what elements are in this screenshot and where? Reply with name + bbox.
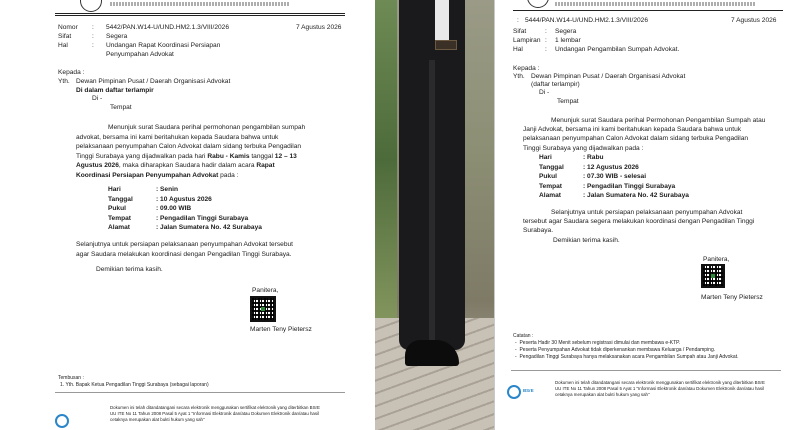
footer-line-3: cetaknya merupakan alat bukti hukum yang sah" [555,392,650,397]
letterhead-contact [555,2,755,6]
sifat-label: Sifat [58,33,72,40]
letterhead-rule [513,10,783,11]
closing: Demikian terima kasih. [96,266,163,273]
paragraph-1-line-2: advokat, bersama ini kami beritahukan kepada Saudara bahwa untuk [76,133,279,141]
paragraph-2-line-1: Selanjutnya untuk persiapan pelaksanaan penyumpahan Advokat [551,209,743,216]
court-emblem-icon [527,0,549,8]
hal-value-line2: Penyumpahan Advokat [106,51,174,58]
detail-row: Tanggal : 12 Agustus 2026 [539,163,639,171]
recipient-sub: Di dalam daftar terlampir [76,87,154,94]
tembusan-item: 1. Yth. Bapak Ketua Pengadilan Tinggi Surabaya (sebagai laporan) [60,382,209,388]
tempat-label: Tempat [110,104,132,111]
signer-name: Marten Teny Pietersz [701,294,763,301]
paragraph-1-line-4: Tinggi Surabaya yang dijadwalkan pada : [523,144,644,152]
note-item: - Pengadilan Tinggi Surabaya hanya melaksanakan acara Pengambilan Sumpah atau Janji Advokat. [515,353,739,360]
paragraph-1-line-1: Menunjuk surat Saudara perihal Permohonan Pengambilan Sumpah atau [551,117,766,124]
detail-row: Tempat : Pengadilan Tinggi Surabaya [539,182,676,190]
footer-line-1: Dokumen ini telah ditandatangani secara elektronik menggunakan sertifikat elektronik yang diterbitkan BSrE [555,380,765,385]
letter-date: 7 Agustus 2026 [296,24,342,31]
footer-rule [55,392,345,393]
tempat-label: Tempat [557,98,579,105]
paragraph-2-line-2: tersebut agar Saudara segera melakukan koordinasi dengan Pengadilan Tinggi [523,218,755,226]
letter-undangan-rapat: Nomor : 5442/PAN.W14-U/UND.HM2.1.3/VIII/2026 7 Agustus 2026 Sifat : Segera Hal : Undangan Rapat Koordinasi Persiapan Penyumpahan Advokat Kepada : Yth. Dewan Pimpinan Pusat / Daerah Organisasi Advokat Di dalam daftar terlampir Di - Tempat Menunjuk surat Saudara perihal permohonan pengambilan sumpah advokat, bersama ini kami beritahukan kepada Saudara bahwa untuk pelaksanaan penyumpahan Calon Advokat dalam sidang terbuka Pengadilan Tinggi Surabaya yang dijadwalkan pada hari Rabu - Kamis tanggal 12 – 13 Agustus 2026, maka diharapkan Saudara hadir dalam acara Rapat Koordinasi Persiapan Penyumpahan Advokat pada : Hari : Senin Tanggal : 10 Agustus 2026 Pukul : 09.00 WIB Tempat : Pengadilan Tinggi Surabaya Alamat : Jalan Sumatera No. 42 Surabaya Selanjutnya untuk persiapan pelaksanaan penyumpahan Advokat tersebut agar Saudara melakukan koordinasi dengan Pengadilan Tinggi Surabaya. Demikian terima kasih. Panitera, Marten Teny Pietersz Tembusan : 1. Yth. Bapak Ketua Pengadilan Tinggi Surabaya (sebagai laporan) Dokumen ini telah ditandatangani secara elektronik menggunakan sertifikat elektronik yang diterbitkan BSrE UU ITE No 11 Tahun 2008 Pasal 5 Ayat 1 "Informasi Elektronik dan/atau Dokumen Elektronik dan/atau hasil cetaknya merupakan alat bukti hukum yang sah" [0,0,375,430]
nomor-value: 5442/PAN.W14-U/UND.HM2.1.3/VIII/2026 [106,24,230,31]
paragraph-1 [76,123,305,181]
sifat-label: Sifat [513,28,527,35]
recipient-sub: (daftar terlampir) [531,81,580,88]
nomor-label: Nomor [58,24,78,31]
hal-value: Undangan Pengambilan Sumpah Advokat. [555,46,680,53]
signature-qr-code [250,296,276,322]
detail-row: Pukul : 07.30 WIB - selesai [539,173,647,180]
footer-line-3: cetaknya merupakan alat bukti hukum yang sah" [110,417,205,422]
note-item: - Peserta Hadir 30 Menit sebelum registrasi dimulai dan membawa e-KTP. [515,340,681,346]
detail-row: Hari : Senin [108,186,178,193]
detail-row: Tanggal : 10 Agustus 2026 [108,195,212,203]
court-emblem-icon [80,0,102,12]
detail-row: Alamat : Jalan Sumatera No. 42 Surabaya [108,224,262,231]
schedule-details [539,154,689,202]
lampiran-value: 1 lembar [555,37,581,44]
note-item: - Peserta Penyumpahan Advokat tidak diperkenankan membawa Keluarga / Pendamping. [515,346,716,353]
letterhead-rule [55,13,345,14]
footer-rule [511,370,781,371]
plant-wall [375,0,397,320]
bsre-logo-icon [507,385,521,399]
signer-name: Marten Teny Pietersz [250,326,312,333]
recipient: Dewan Pimpinan Pusat / Daerah Organisasi Advokat [531,73,686,80]
paragraph-1-line-2: Janji Advokat, bersama ini kami beritahukan kepada Saudara bahwa untuk [523,126,742,134]
hal-value-line1: Undangan Rapat Koordinasi Persiapan [106,42,221,49]
footer-line-2: UU ITE No 11 Tahun 2008 Pasal 5 Ayat 1 "Informasi Elektronik dan/atau Dokumen Elektronik dan/atau hasil [555,386,765,391]
signature-qr-code [701,264,725,288]
di-label: Di - [92,95,103,102]
belt [435,40,457,50]
yth-label: Yth. [513,73,525,80]
paragraph-1-line-6: Koordinasi Persiapan Penyumpahan Advokat pada : [76,171,239,179]
hal-label: Hal [513,46,523,53]
sifat-value: Segera [555,28,577,35]
paragraph-2-line-3: Surabaya. [523,227,554,235]
bsre-logo-icon [55,414,69,428]
detail-row: Pukul : 09.00 WIB [108,205,192,212]
paragraph-2 [76,240,293,259]
paragraph-1 [523,116,765,153]
notes-list [515,340,739,360]
tembusan-label: Tembusan : [58,375,84,381]
signer-title: Panitera, [252,287,279,294]
paragraph-2-line-2: agar Saudara melakukan koordinasi dengan Pengadilan Tinggi Surabaya. [76,250,292,258]
nomor-value: 5444/PAN.W14-U/UND.HM2.1.3/VIII/2026 [525,17,649,24]
lampiran-label: Lampiran [513,37,541,44]
footer-line-1: Dokumen ini telah ditandatangani secara elektronik menggunakan sertifikat elektronik yang diterbitkan BSrE [110,405,320,410]
bsre-logo-text: BSrE [523,388,534,393]
signer-title: Panitera, [703,256,730,263]
paragraph-1-line-5: Agustus 2026, maka diharapkan Saudara hadir dalam acara Rapat [76,162,275,170]
hal-label: Hal [58,42,68,49]
sifat-value: Segera [106,33,128,40]
shirt [435,0,449,42]
suit-leg-gap [429,60,435,360]
di-label: Di - [539,89,550,96]
paragraph-1-line-3: pelaksanaan penyumpahan Calon Advokat dalam sidang terbuka Pengadilan [523,135,749,143]
schedule-details [108,186,262,234]
paragraph-1-line-3: pelaksanaan penyumpahan Calon Advokat dalam sidang terbuka Pengadilan [76,143,302,151]
paragraph-2 [523,208,754,236]
kepada-label: Kepada : [58,69,85,76]
letterhead-rule-thin [55,15,345,16]
background-photo [375,0,494,430]
letter-date: 7 Agustus 2026 [731,17,777,24]
letter-undangan-sumpah: : 5444/PAN.W14-U/UND.HM2.1.3/VIII/2026 7 Agustus 2026 Sifat : Segera Lampiran : 1 lembar Hal : Undangan Pengambilan Sumpah Advokat. Kepada : Yth. Dewan Pimpinan Pusat / Daerah Organisasi Advokat (daftar terlampir) Di - Tempat Menunjuk surat Saudara perihal Permohonan Pengambilan Sumpah atau Janji Advokat, bersama ini kami beritahukan kepada Saudara bahwa untuk pelaksanaan penyumpahan Calon Advokat dalam sidang terbuka Pengadilan Tinggi Surabaya yang dijadwalkan pada : Hari : Rabu Tanggal : 12 Agustus 2026 Pukul : 07.30 WIB - selesai Tempat : Pengadilan Tinggi Surabaya Alamat : Jalan Sumatera No. 42 Surabaya Selanjutnya untuk persiapan pelaksanaan penyumpahan Advokat tersebut agar Saudara segera melakukan koordinasi dengan Pengadilan Tinggi Surabaya. Demikian terima kasih. Panitera, Marten Teny Pietersz Catatan : - Peserta Hadir 30 Menit sebelum registrasi dimulai dan membawa e-KTP. - Peserta Penyumpahan Advokat tidak diperkenankan membawa Keluarga / Pendamping. - Pengadilan Tinggi Surabaya hanya melaksanakan acara Pengambilan Sumpah atau Janji Advokat. BSrE Dokumen ini telah ditandatangani secara elektronik menggunakan sertifikat elektronik yang diterbitkan BSrE UU ITE No 11 Tahun 2008 Pasal 5 Ayat 1 "Informasi Elektronik dan/atau Dokumen Elektronik dan/atau hasil cetaknya merupakan alat bukti hukum yang sah" [494,0,790,430]
closing: Demikian terima kasih. [553,237,620,244]
footer-line-2: UU ITE No 11 Tahun 2008 Pasal 5 Ayat 1 "Informasi Elektronik dan/atau Dokumen Elektronik dan/atau hasil [110,411,320,416]
yth-label: Yth. [58,78,70,85]
detail-row: Tempat : Pengadilan Tinggi Surabaya [108,214,249,222]
paragraph-1-line-1: Menunjuk surat Saudara perihal permohonan pengambilan sumpah [108,124,306,131]
letterhead-contact [110,2,290,6]
paragraph-1-line-4: Tinggi Surabaya yang dijadwalkan pada hari Rabu - Kamis tanggal 12 – 13 [76,152,297,160]
recipient: Dewan Pimpinan Pusat / Daerah Organisasi Advokat [76,78,231,85]
paragraph-2-line-1: Selanjutnya untuk persiapan pelaksanaan penyumpahan Advokat tersebut [76,241,294,248]
kepada-label: Kepada : [513,65,540,72]
catatan-label: Catatan : [513,333,534,339]
detail-row: Hari : Rabu [539,154,604,161]
detail-row: Alamat : Jalan Sumatera No. 42 Surabaya [539,192,689,199]
